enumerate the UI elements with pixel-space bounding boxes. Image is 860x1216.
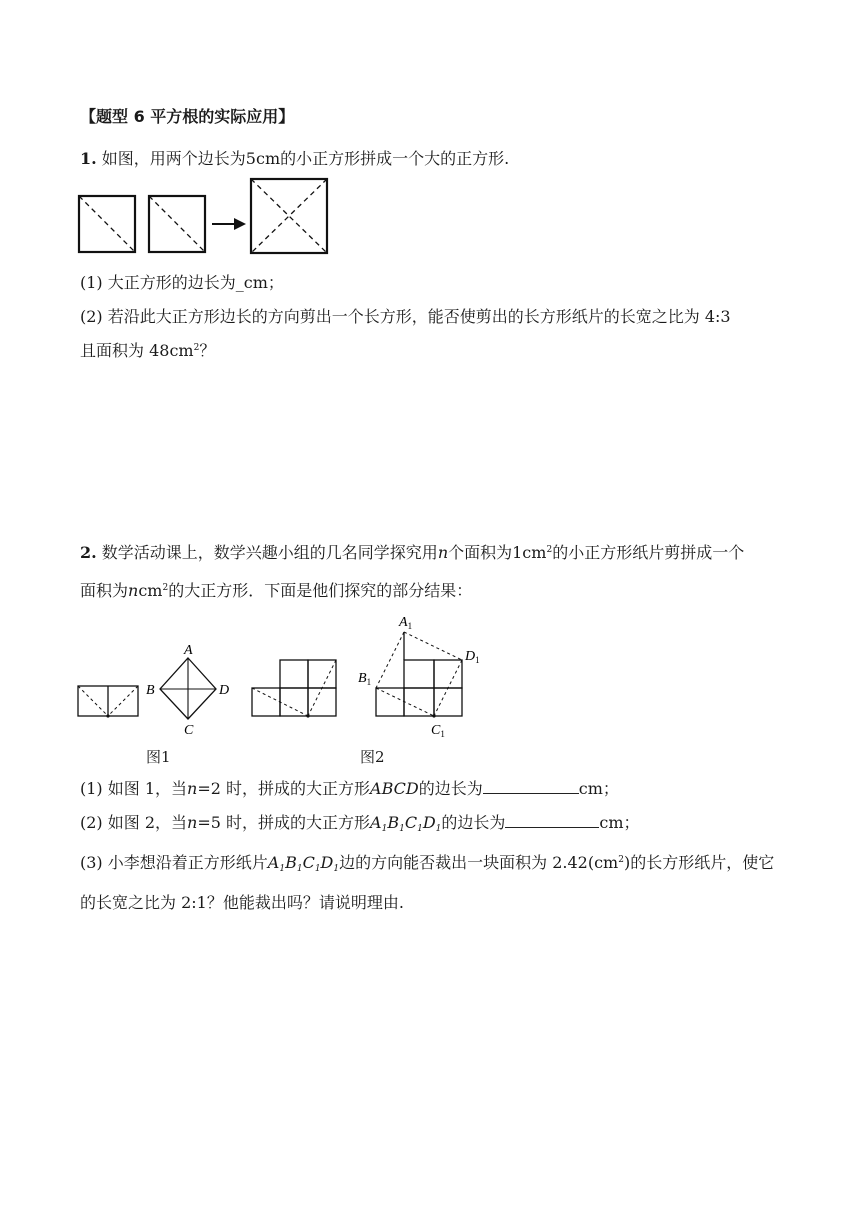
q2-p3-e: 的长方形纸片，使它: [630, 853, 775, 872]
fig2-caption: 图2: [360, 748, 385, 766]
q2-p1-b: =2 时，拼成的大正方形: [197, 779, 371, 798]
q2-part3-line1: [80, 850, 774, 874]
q2-figure1: [74, 638, 240, 738]
q1-stem: [80, 146, 509, 169]
fig1-strip: [78, 686, 138, 718]
q2-p2-n: n: [187, 813, 198, 832]
q1-part2-line1: (2) 若沿此大正方形边长的方向剪出一个长方形，能否使剪出的长方形纸片的长宽之比为 4:3: [80, 307, 731, 326]
q2-p1-a: (1) 如图 1，当: [80, 779, 188, 798]
arrow-icon: [212, 218, 246, 230]
small-square-2: [149, 196, 205, 252]
q2-p3-b: 边的方向能否裁出一块面积为 2.42: [339, 853, 588, 872]
fig1-diamond: [160, 658, 216, 719]
label-C1: $C_1$: [431, 723, 445, 739]
q2-p1-abcd: ABCD: [370, 779, 419, 798]
label-A: A: [184, 643, 193, 658]
q2-p2-a1b1c1d1: $A_1B_1C_1D_1$: [370, 813, 442, 834]
q2-text-b: 个面积为1cm: [448, 543, 547, 562]
fig2-after: [376, 632, 462, 718]
q2-p2-a: (2) 如图 2，当: [80, 813, 188, 832]
q2-p2-unit: cm；: [599, 813, 640, 832]
big-square: [251, 179, 327, 253]
q1-part1: [80, 270, 284, 293]
q2-p1-unit: cm；: [578, 779, 619, 798]
q2-text-e: cm: [138, 581, 163, 600]
q1-number: 1.: [80, 149, 97, 168]
q2-part3-line2: 的长宽之比为 2:1？他能裁出吗？请说明理由.: [80, 893, 404, 912]
q1-figure: [76, 176, 332, 256]
fig2-before: [252, 660, 336, 718]
label-D: D: [219, 683, 230, 698]
q2-p1-c: 的边长为: [418, 779, 483, 798]
q2-p3-c: (cm: [587, 853, 619, 872]
q2-p3-a1b1c1d1: $A_1B_1C_1D_1$: [267, 853, 340, 874]
q2-sup2: 2: [162, 583, 169, 593]
q1-part2-sup: 2: [193, 343, 200, 353]
small-square-1: [79, 196, 135, 252]
q2-text-a: 数学活动课上，数学兴趣小组的几名同学探究用: [101, 543, 438, 562]
q2-sup: 2: [546, 545, 553, 555]
q2-text-d: 面积为: [80, 581, 129, 600]
q1-text: 如图，用两个边长为5cm的小正方形拼成一个大的正方形.: [101, 149, 510, 168]
q2-var-n2: n: [128, 581, 139, 600]
label-B1: $B_1$: [358, 671, 372, 687]
q1-part1-blank: _: [235, 273, 244, 292]
q2-text-f: 的大正方形．下面是他们探究的部分结果：: [168, 581, 473, 600]
q2-stem-line2: [80, 578, 472, 601]
label-B: B: [146, 683, 155, 698]
q1-part2-text: 且面积为 48cm: [80, 341, 194, 360]
q2-text-c: 的小正方形纸片剪拼成一个: [552, 543, 745, 562]
section-title: 【题型 6 平方根的实际应用】: [80, 107, 295, 126]
label-A1: $A_1$: [399, 615, 413, 631]
q2-p3-a: (3) 小李想沿着正方形纸片: [80, 853, 268, 872]
label-D1: $D_1$: [465, 649, 480, 665]
q2-p3-d: ): [623, 853, 631, 872]
q2-p1-blank: [483, 779, 579, 794]
q2-figure2: [246, 608, 486, 744]
q1-part2-mark: ？: [199, 341, 216, 360]
q2-p2-blank: [505, 813, 599, 828]
q2-stem-line1: [80, 540, 744, 563]
q2-p2-c: 的边长为: [441, 813, 506, 832]
q2-p2-b: =5 时，拼成的大正方形: [197, 813, 371, 832]
q2-number: 2.: [80, 543, 97, 562]
q2-var-n: n: [437, 543, 449, 562]
q1-part1-text: (1) 大正方形的边长为: [80, 273, 236, 292]
q2-part2: [80, 810, 640, 834]
fig1-caption: 图1: [146, 748, 171, 766]
label-C: C: [184, 723, 194, 738]
q2-p3-sup: 2: [618, 855, 624, 865]
q1-part2-line2: [80, 338, 215, 361]
q2-p1-n: n: [187, 779, 198, 798]
q1-part1-unit: cm；: [243, 273, 284, 292]
q2-part1: [80, 776, 619, 799]
